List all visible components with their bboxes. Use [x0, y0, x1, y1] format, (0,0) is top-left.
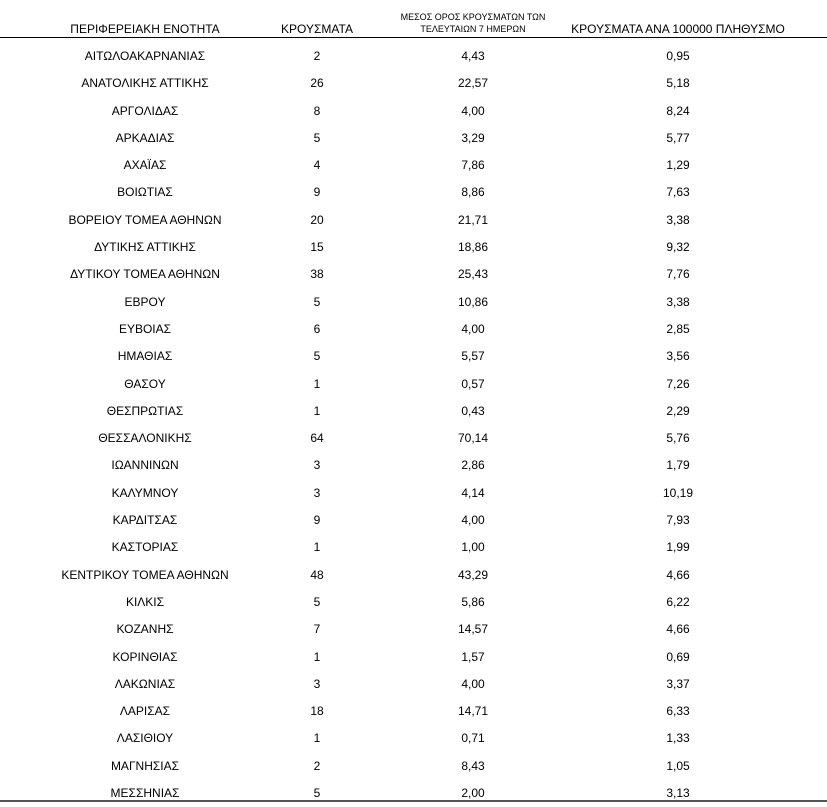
cell-average: 4,00 [461, 513, 485, 528]
cell-per-100k: 5,76 [666, 431, 690, 446]
header-average-7-days [378, 11, 568, 35]
cell-average: 4,14 [461, 485, 485, 500]
cell-per-100k: 6,33 [666, 704, 690, 719]
cell-cases: 38 [310, 267, 324, 282]
cell-region: ΒΟΡΕΙΟΥ ΤΟΜΕΑ ΑΘΗΝΩΝ [68, 212, 222, 227]
cell-per-100k: 1,05 [666, 758, 690, 773]
cell-cases: 1 [313, 649, 321, 664]
cell-region: ΔΥΤΙΚΗΣ ΑΤΤΙΚΗΣ [94, 240, 196, 255]
table-row [0, 616, 827, 643]
table-row [0, 644, 827, 671]
table-row [0, 70, 827, 97]
cell-average: 1,00 [461, 540, 485, 555]
cell-cases: 5 [313, 594, 321, 609]
table-row [0, 698, 827, 725]
cell-per-100k: 4,66 [666, 622, 690, 637]
cell-per-100k: 9,32 [666, 240, 690, 255]
table-row [0, 780, 827, 807]
table-row [0, 316, 827, 343]
cell-region: ΒΟΙΩΤΙΑΣ [117, 185, 173, 200]
cell-region: ΛΑΚΩΝΙΑΣ [114, 676, 176, 691]
cell-average: 0,71 [461, 731, 485, 746]
cell-average: 0,43 [461, 403, 485, 418]
cell-per-100k: 8,24 [666, 103, 690, 118]
table-row [0, 507, 827, 534]
cell-region: ΛΑΡΙΣΑΣ [119, 704, 171, 719]
cell-per-100k: 7,76 [666, 267, 690, 282]
header-cases-per-100k: ΚΡΟΥΣΜΑΤΑ ΑΝΑ 100000 ΠΛΗΘΥΣΜΟ [571, 22, 785, 36]
cell-cases: 1 [313, 731, 321, 746]
table-row [0, 425, 827, 452]
cell-average: 1,57 [461, 649, 485, 664]
cell-cases: 8 [313, 103, 321, 118]
cell-region: ΙΩΑΝΝΙΝΩΝ [111, 458, 179, 473]
cell-average: 4,00 [461, 103, 485, 118]
cell-region: ΘΕΣΣΑΛΟΝΙΚΗΣ [98, 431, 192, 446]
cell-average: 5,57 [461, 349, 485, 364]
cell-average: 25,43 [457, 267, 489, 282]
cell-cases: 3 [313, 676, 321, 691]
cell-cases: 9 [313, 513, 321, 528]
table-header [0, 0, 827, 38]
cell-per-100k: 3,37 [666, 676, 690, 691]
cell-average: 2,00 [461, 786, 485, 801]
header-divider [0, 37, 827, 38]
cell-cases: 20 [310, 212, 324, 227]
cell-per-100k: 10,19 [662, 485, 694, 500]
cell-region: ΚΕΝΤΡΙΚΟΥ ΤΟΜΕΑ ΑΘΗΝΩΝ [61, 567, 229, 582]
cell-average: 43,29 [457, 567, 489, 582]
cell-region: ΗΜΑΘΙΑΣ [117, 349, 173, 364]
cell-cases: 5 [313, 786, 321, 801]
cell-region: ΔΥΤΙΚΟΥ ΤΟΜΕΑ ΑΘΗΝΩΝ [70, 267, 220, 282]
cell-cases: 4 [313, 158, 321, 173]
cell-average: 2,86 [461, 458, 485, 473]
table-row [0, 207, 827, 234]
cell-average: 0,57 [461, 376, 485, 391]
cell-cases: 2 [313, 49, 321, 63]
cell-cases: 5 [313, 349, 321, 364]
cell-cases: 15 [310, 240, 324, 255]
cell-cases: 5 [313, 130, 321, 145]
table-row [0, 671, 827, 698]
table-row [0, 43, 827, 70]
cell-per-100k: 0,95 [666, 49, 690, 63]
cell-per-100k: 1,33 [666, 731, 690, 746]
cell-per-100k: 7,26 [666, 376, 690, 391]
table-row [0, 398, 827, 425]
cell-per-100k: 2,29 [666, 403, 690, 418]
cell-average: 4,00 [461, 321, 485, 336]
cell-per-100k: 0,69 [666, 649, 690, 664]
cell-cases: 26 [310, 76, 324, 91]
cell-cases: 3 [313, 485, 321, 500]
cell-per-100k: 1,79 [666, 458, 690, 473]
cell-region: ΑΝΑΤΟΛΙΚΗΣ ΑΤΤΙΚΗΣ [81, 76, 209, 91]
cell-per-100k: 1,29 [666, 158, 690, 173]
table-row [0, 179, 827, 206]
cell-per-100k: 4,66 [666, 567, 690, 582]
cell-region: ΕΒΡΟΥ [124, 294, 166, 309]
cell-average: 14,71 [457, 704, 489, 719]
cell-region: ΜΕΣΣΗΝΙΑΣ [110, 786, 180, 801]
table-row [0, 562, 827, 589]
table-row [0, 589, 827, 616]
cell-region: ΚΑΡΔΙΤΣΑΣ [112, 513, 178, 528]
cell-cases: 7 [313, 622, 321, 637]
cell-per-100k: 6,22 [666, 594, 690, 609]
cell-per-100k: 3,56 [666, 349, 690, 364]
header-region: ΠΕΡΙΦΕΡΕΙΑΚΗ ΕΝΟΤΗΤΑ [70, 22, 220, 36]
cell-per-100k: 1,99 [666, 540, 690, 555]
cell-average: 7,86 [461, 158, 485, 173]
cell-region: ΑΧΑΪΑΣ [123, 158, 167, 173]
cell-average: 8,86 [461, 185, 485, 200]
cell-cases: 3 [313, 458, 321, 473]
cell-average: 4,43 [461, 49, 485, 63]
cell-average: 21,71 [457, 212, 489, 227]
cell-per-100k: 7,93 [666, 513, 690, 528]
cell-average: 14,57 [457, 622, 489, 637]
cell-per-100k: 5,18 [666, 76, 690, 91]
cell-cases: 1 [313, 403, 321, 418]
cell-average: 70,14 [457, 431, 489, 446]
table-row [0, 289, 827, 316]
table-row [0, 98, 827, 125]
table-row [0, 753, 827, 780]
cell-region: ΛΑΣΙΘΙΟΥ [116, 731, 174, 746]
cell-cases: 48 [310, 567, 324, 582]
cell-per-100k: 2,85 [666, 321, 690, 336]
cell-per-100k: 3,13 [666, 786, 690, 801]
cell-cases: 6 [313, 321, 321, 336]
cell-average: 18,86 [457, 240, 489, 255]
table-row [0, 452, 827, 479]
cell-average: 22,57 [457, 76, 489, 91]
cell-average: 10,86 [457, 294, 489, 309]
cell-region: ΘΑΣΟΥ [124, 376, 166, 391]
cell-average: 8,43 [461, 758, 485, 773]
cell-per-100k: 3,38 [666, 294, 690, 309]
cell-average: 4,00 [461, 676, 485, 691]
table-row [0, 125, 827, 152]
table-body [0, 43, 827, 807]
cell-region: ΚΟΖΑΝΗΣ [116, 622, 174, 637]
cell-region: ΜΑΓΝΗΣΙΑΣ [110, 758, 180, 773]
cell-per-100k: 3,38 [666, 212, 690, 227]
cell-per-100k: 7,63 [666, 185, 690, 200]
cell-region: ΘΕΣΠΡΩΤΙΑΣ [106, 403, 184, 418]
table-row [0, 371, 827, 398]
cell-cases: 1 [313, 540, 321, 555]
cell-region: ΚΙΛΚΙΣ [125, 594, 165, 609]
cell-region: ΚΑΣΤΟΡΙΑΣ [111, 540, 179, 555]
table-row [0, 234, 827, 261]
cell-average: 3,29 [461, 130, 485, 145]
header-cases: ΚΡΟΥΣΜΑΤΑ [281, 22, 353, 36]
bottom-divider [0, 800, 827, 802]
cell-cases: 64 [310, 431, 324, 446]
table-row [0, 152, 827, 179]
cell-region: ΚΟΡΙΝΘΙΑΣ [112, 649, 178, 664]
cell-per-100k: 5,77 [666, 130, 690, 145]
cell-cases: 1 [313, 376, 321, 391]
table-row [0, 343, 827, 370]
cell-region: ΚΑΛΥΜΝΟΥ [111, 485, 179, 500]
cell-region: ΕΥΒΟΙΑΣ [118, 321, 172, 336]
table-row [0, 480, 827, 507]
table-row [0, 261, 827, 288]
cell-cases: 5 [313, 294, 321, 309]
header-average-line-2: ΤΕΛΕΥΤΑΙΩΝ 7 ΗΜΕΡΩΝ [420, 24, 526, 34]
cell-region: ΑΙΤΩΛΟΑΚΑΡΝΑΝΙΑΣ [84, 49, 206, 63]
cell-cases: 18 [310, 704, 324, 719]
cell-region: ΑΡΚΑΔΙΑΣ [115, 130, 175, 145]
cell-region: ΑΡΓΟΛΙΔΑΣ [111, 103, 179, 118]
cell-average: 5,86 [461, 594, 485, 609]
cell-cases: 2 [313, 758, 321, 773]
cell-cases: 9 [313, 185, 321, 200]
table-row [0, 725, 827, 752]
table-row [0, 534, 827, 561]
header-average-line-1: ΜΕΣΟΣ ΟΡΟΣ ΚΡΟΥΣΜΑΤΩΝ ΤΩΝ [400, 12, 546, 22]
